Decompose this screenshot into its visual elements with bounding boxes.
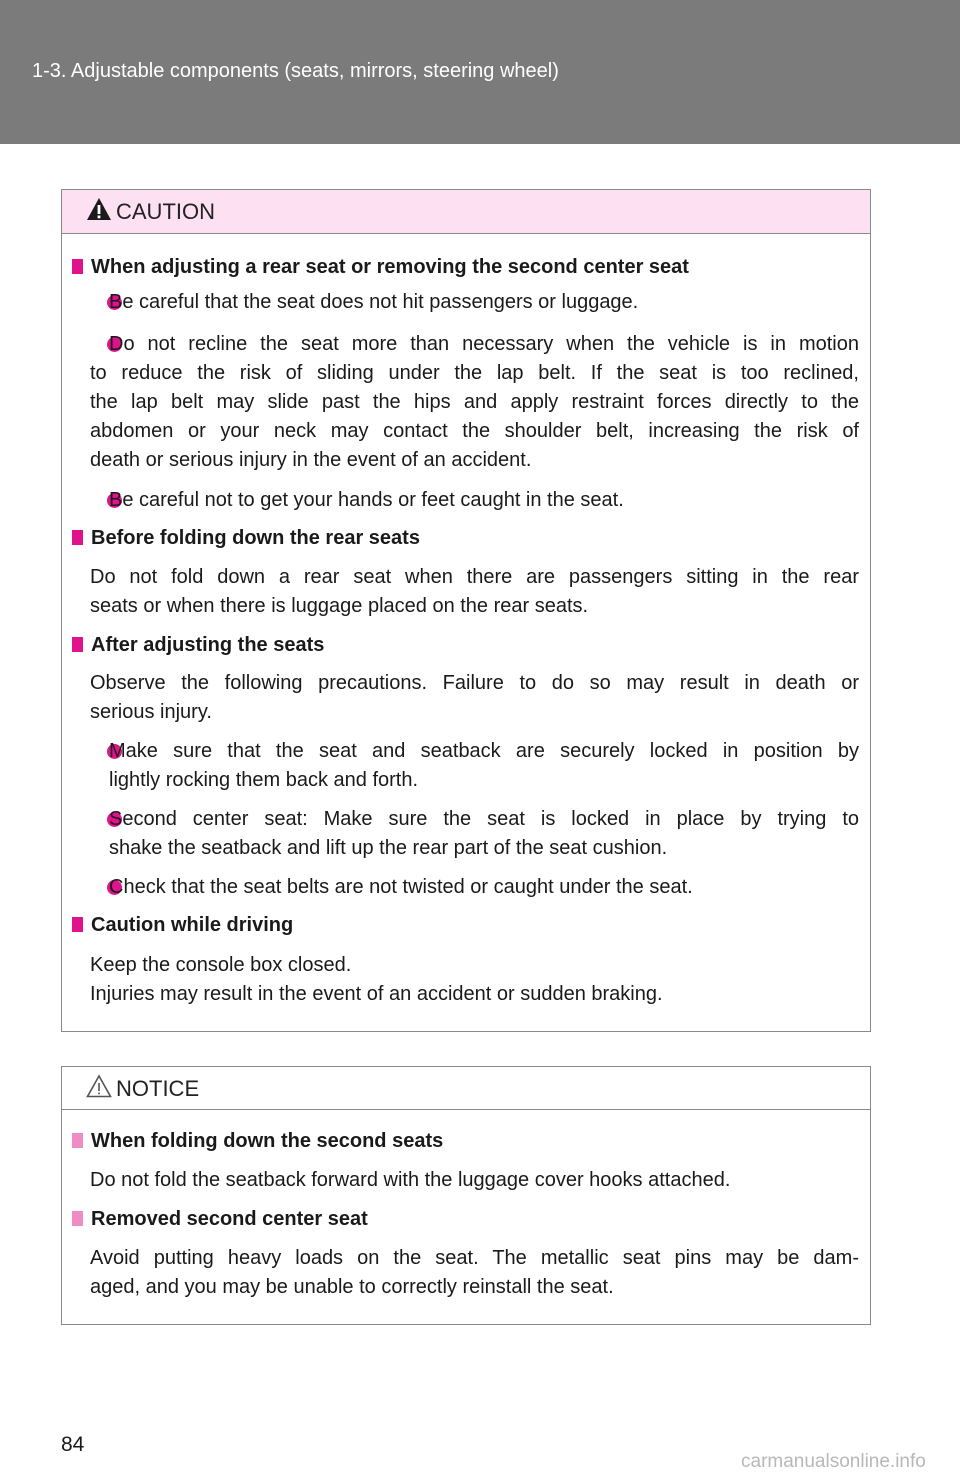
square-bullet-icon	[72, 917, 83, 932]
caution-section-heading: Before folding down the rear seats	[72, 527, 420, 550]
caution-text: Second center seat: Make sure the seat is locked in place by trying to	[109, 808, 859, 830]
caution-text: Keep the console box closed.	[90, 954, 352, 976]
square-bullet-icon	[72, 1133, 83, 1148]
caution-header	[62, 190, 870, 234]
notice-title: NOTICE	[116, 1076, 200, 1101]
notice-text: Avoid putting heavy loads on the seat. The metallic seat pins may be dam-	[90, 1247, 859, 1269]
caution-section-heading: Caution while driving	[72, 914, 293, 937]
caution-text: Be careful that the seat does not hit passengers or luggage.	[109, 291, 639, 313]
notice-text: Do not fold the seatback forward with the luggage cover hooks attached.	[90, 1169, 731, 1191]
notice-section-heading: Removed second center seat	[72, 1208, 368, 1231]
warning-triangle-icon	[86, 197, 112, 221]
page-header	[0, 0, 960, 144]
notice-header	[62, 1067, 870, 1110]
notice-box	[61, 1066, 871, 1325]
square-bullet-icon	[72, 637, 83, 652]
caution-text: Check that the seat belts are not twisted or caught under the seat.	[109, 876, 693, 898]
caution-text: Injuries may result in the event of an accident or sudden braking.	[90, 983, 663, 1005]
caution-text: Make sure that the seat and seatback are securely locked in position by	[109, 740, 859, 762]
watermark: carmanualsonline.info	[741, 1451, 926, 1472]
notice-section-heading: When folding down the second seats	[72, 1130, 443, 1153]
caution-text: abdomen or your neck may contact the shoulder belt, increasing the risk of	[90, 420, 859, 442]
square-bullet-icon	[72, 1211, 83, 1226]
page-number: 84	[61, 1433, 85, 1456]
caution-text: the lap belt may slide past the hips and apply restraint forces directly to the	[90, 391, 859, 413]
caution-text: Do not recline the seat more than necessary when the vehicle is in motion	[109, 333, 859, 355]
caution-text: lightly rocking them back and forth.	[109, 769, 419, 791]
caution-text: Be careful not to get your hands or feet caught in the seat.	[109, 489, 624, 511]
caution-text: to reduce the risk of sliding under the lap belt. If the seat is too reclined,	[90, 362, 859, 384]
caution-section-heading: After adjusting the seats	[72, 634, 324, 657]
notice-text: aged, and you may be unable to correctly reinstall the seat.	[90, 1276, 614, 1298]
caution-text: serious injury.	[90, 701, 212, 723]
caution-text: shake the seatback and lift up the rear part of the seat cushion.	[109, 837, 668, 859]
caution-section-heading: When adjusting a rear seat or removing the second center seat	[72, 256, 689, 279]
caution-title: CAUTION	[116, 199, 215, 224]
caution-text: seats or when there is luggage placed on the rear seats.	[90, 595, 589, 617]
section-title: 1-3. Adjustable components (seats, mirrors, steering wheel)	[32, 60, 559, 82]
warning-outline-icon	[86, 1074, 112, 1098]
caution-text: Observe the following precautions. Failure to do so may result in death or	[90, 672, 859, 694]
square-bullet-icon	[72, 259, 83, 274]
caution-text: death or serious injury in the event of an accident.	[90, 449, 532, 471]
caution-text: Do not fold down a rear seat when there are passengers sitting in the rear	[90, 566, 859, 588]
caution-box	[61, 189, 871, 1032]
square-bullet-icon	[72, 530, 83, 545]
